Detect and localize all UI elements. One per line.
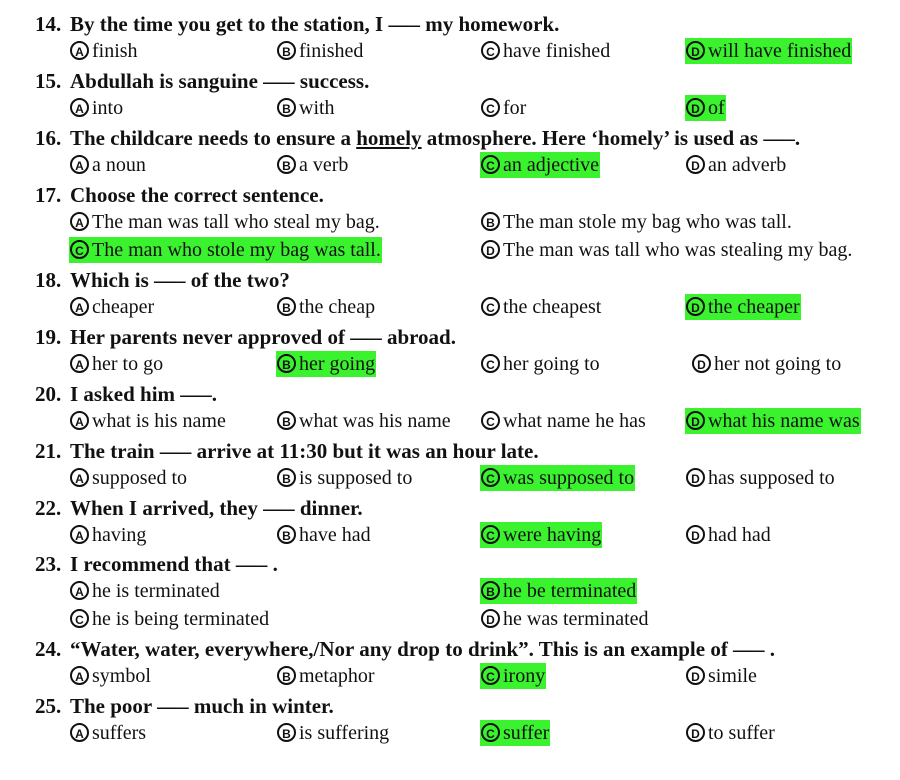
question-number: 22. bbox=[35, 496, 62, 520]
option-letter-circle-icon: A bbox=[70, 155, 89, 174]
option-letter-circle-icon: C bbox=[481, 155, 500, 174]
option-text: what is his name bbox=[92, 410, 226, 432]
option-a[interactable] bbox=[69, 465, 188, 491]
question-stem bbox=[35, 124, 800, 152]
question-stem bbox=[35, 323, 456, 351]
option-letter-circle-icon: D bbox=[686, 98, 705, 117]
option-a[interactable] bbox=[69, 663, 152, 689]
option-c[interactable] bbox=[480, 351, 601, 377]
option-text: her going bbox=[299, 353, 376, 375]
question-number: 14. bbox=[35, 12, 62, 36]
option-c[interactable] bbox=[480, 38, 611, 64]
option-text: has supposed to bbox=[708, 467, 835, 489]
option-b-correct-highlight[interactable] bbox=[480, 578, 637, 604]
option-letter-circle-icon: B bbox=[277, 98, 296, 117]
option-d[interactable] bbox=[480, 237, 853, 263]
question-text: By the time you get to the station, I —– my homework. bbox=[70, 12, 560, 36]
option-text: The man stole my bag who was tall. bbox=[503, 211, 792, 233]
option-c[interactable] bbox=[69, 606, 270, 632]
option-text: The man was tall who steal my bag. bbox=[92, 211, 380, 233]
option-text: an adverb bbox=[708, 154, 787, 176]
option-d-correct-highlight[interactable] bbox=[685, 294, 801, 320]
option-c-correct-highlight[interactable] bbox=[480, 465, 635, 491]
underlined-word: homely bbox=[356, 126, 422, 150]
question-stem bbox=[35, 494, 363, 522]
question-text: Abdullah is sanguine —– success. bbox=[70, 69, 370, 93]
question-text: Which is —– of the two? bbox=[70, 268, 290, 292]
option-a[interactable] bbox=[69, 578, 221, 604]
option-letter-circle-icon: C bbox=[481, 525, 500, 544]
option-text: what his name was bbox=[708, 410, 860, 432]
option-text: will have finished bbox=[708, 40, 852, 62]
option-text: into bbox=[92, 97, 124, 119]
question-number: 25. bbox=[35, 694, 62, 718]
option-d[interactable] bbox=[480, 606, 650, 632]
question-text: When I arrived, they —– dinner. bbox=[70, 496, 363, 520]
option-letter-circle-icon: B bbox=[277, 666, 296, 685]
option-letter-circle-icon: A bbox=[70, 354, 89, 373]
question-text: The poor —– much in winter. bbox=[70, 694, 334, 718]
option-letter-circle-icon: C bbox=[481, 723, 500, 742]
option-text: irony bbox=[503, 665, 546, 687]
option-letter-circle-icon: C bbox=[70, 609, 89, 628]
option-text: he was terminated bbox=[503, 608, 649, 630]
option-letter-circle-icon: A bbox=[70, 98, 89, 117]
option-text: suffer bbox=[503, 722, 550, 744]
option-letter-circle-icon: C bbox=[481, 98, 500, 117]
option-d-correct-highlight[interactable] bbox=[685, 38, 852, 64]
option-letter-circle-icon: C bbox=[481, 411, 500, 430]
option-a[interactable] bbox=[69, 351, 164, 377]
option-letter-circle-icon: A bbox=[70, 723, 89, 742]
question-number: 24. bbox=[35, 637, 62, 661]
option-a[interactable] bbox=[69, 294, 155, 320]
option-letter-circle-icon: D bbox=[692, 354, 711, 373]
option-letter-circle-icon: C bbox=[70, 240, 89, 259]
option-text: metaphor bbox=[299, 665, 375, 687]
option-d[interactable] bbox=[685, 152, 787, 178]
option-text: having bbox=[92, 524, 147, 546]
option-text: finished bbox=[299, 40, 364, 62]
option-d[interactable] bbox=[685, 663, 758, 689]
question-stem bbox=[35, 692, 334, 720]
option-c-correct-highlight[interactable] bbox=[480, 663, 546, 689]
question-text: “Water, water, everywhere,/Nor any drop to drink”. This is an example of —– . bbox=[70, 637, 776, 661]
option-a[interactable] bbox=[69, 209, 381, 235]
option-letter-circle-icon: A bbox=[70, 468, 89, 487]
question-stem bbox=[35, 10, 559, 38]
question-stem bbox=[35, 635, 775, 663]
option-letter-circle-icon: A bbox=[70, 581, 89, 600]
option-text: for bbox=[503, 97, 527, 119]
option-letter-circle-icon: C bbox=[481, 468, 500, 487]
option-d[interactable] bbox=[685, 720, 776, 746]
option-text: her not going to bbox=[714, 353, 842, 375]
option-text: cheaper bbox=[92, 296, 155, 318]
option-b[interactable] bbox=[276, 152, 349, 178]
option-letter-circle-icon: D bbox=[686, 723, 705, 742]
option-letter-circle-icon: B bbox=[277, 525, 296, 544]
option-b[interactable] bbox=[276, 663, 376, 689]
option-b[interactable] bbox=[276, 38, 364, 64]
option-a[interactable] bbox=[69, 95, 124, 121]
option-c[interactable] bbox=[480, 95, 527, 121]
question-number: 21. bbox=[35, 439, 62, 463]
option-text: to suffer bbox=[708, 722, 775, 744]
option-letter-circle-icon: D bbox=[481, 240, 500, 259]
question-stem bbox=[35, 437, 539, 465]
option-letter-circle-icon: B bbox=[481, 212, 500, 231]
option-text: was supposed to bbox=[503, 467, 635, 489]
option-text: is suffering bbox=[299, 722, 390, 744]
question-text: Choose the correct sentence. bbox=[70, 183, 324, 207]
option-a[interactable] bbox=[69, 408, 227, 434]
option-letter-circle-icon: C bbox=[481, 297, 500, 316]
option-b[interactable] bbox=[276, 408, 452, 434]
question-text: Her parents never approved of —– abroad. bbox=[70, 325, 456, 349]
option-c-correct-highlight[interactable] bbox=[480, 720, 550, 746]
option-text: the cheapest bbox=[503, 296, 602, 318]
option-letter-circle-icon: B bbox=[277, 411, 296, 430]
option-text: what name he has bbox=[503, 410, 646, 432]
question-number: 16. bbox=[35, 126, 62, 150]
question-stem bbox=[35, 266, 290, 294]
option-text: the cheaper bbox=[708, 296, 800, 318]
option-text: her to go bbox=[92, 353, 164, 375]
option-letter-circle-icon: A bbox=[70, 41, 89, 60]
option-text: the cheap bbox=[299, 296, 376, 318]
option-text: is supposed to bbox=[299, 467, 413, 489]
option-text: he is being terminated bbox=[92, 608, 270, 630]
option-letter-circle-icon: A bbox=[70, 525, 89, 544]
option-b[interactable] bbox=[276, 95, 336, 121]
question-text: I asked him —–. bbox=[70, 382, 218, 406]
option-b-correct-highlight[interactable] bbox=[276, 351, 376, 377]
option-letter-circle-icon: B bbox=[277, 297, 296, 316]
option-letter-circle-icon: D bbox=[481, 609, 500, 628]
option-letter-circle-icon: C bbox=[481, 354, 500, 373]
question-number: 20. bbox=[35, 382, 62, 406]
option-d[interactable] bbox=[691, 351, 842, 377]
option-letter-circle-icon: B bbox=[277, 723, 296, 742]
option-letter-circle-icon: D bbox=[686, 468, 705, 487]
option-text: what was his name bbox=[299, 410, 451, 432]
option-letter-circle-icon: D bbox=[686, 411, 705, 430]
option-text: an adjective bbox=[503, 154, 600, 176]
option-letter-circle-icon: D bbox=[686, 525, 705, 544]
question-number: 15. bbox=[35, 69, 62, 93]
option-letter-circle-icon: A bbox=[70, 666, 89, 685]
question-text: atmosphere. Here ‘homely’ is used as —–. bbox=[421, 126, 801, 150]
option-d-correct-highlight[interactable] bbox=[685, 408, 861, 434]
option-text: simile bbox=[708, 665, 757, 687]
option-letter-circle-icon: B bbox=[481, 581, 500, 600]
option-letter-circle-icon: D bbox=[686, 41, 705, 60]
option-text: The man was tall who was stealing my bag. bbox=[503, 239, 853, 261]
question-stem bbox=[35, 181, 324, 209]
option-letter-circle-icon: B bbox=[277, 41, 296, 60]
option-b[interactable] bbox=[276, 465, 413, 491]
option-d[interactable] bbox=[685, 522, 772, 548]
question-stem bbox=[35, 380, 217, 408]
option-a[interactable] bbox=[69, 522, 147, 548]
option-a[interactable] bbox=[69, 720, 147, 746]
question-number: 23. bbox=[35, 552, 62, 576]
option-letter-circle-icon: A bbox=[70, 297, 89, 316]
option-c-correct-highlight[interactable] bbox=[480, 522, 602, 548]
option-text: a noun bbox=[92, 154, 146, 176]
option-b[interactable] bbox=[276, 522, 372, 548]
option-text: her going to bbox=[503, 353, 600, 375]
option-letter-circle-icon: D bbox=[686, 155, 705, 174]
option-letter-circle-icon: B bbox=[277, 354, 296, 373]
option-text: finish bbox=[92, 40, 138, 62]
option-letter-circle-icon: C bbox=[481, 41, 500, 60]
option-text: were having bbox=[503, 524, 602, 546]
question-text: I recommend that —– . bbox=[70, 552, 278, 576]
option-letter-circle-icon: A bbox=[70, 212, 89, 231]
option-b[interactable] bbox=[276, 720, 390, 746]
option-letter-circle-icon: B bbox=[277, 155, 296, 174]
option-letter-circle-icon: C bbox=[481, 666, 500, 685]
question-text: The childcare needs to ensure a bbox=[70, 126, 357, 150]
option-letter-circle-icon: D bbox=[686, 666, 705, 685]
option-d[interactable] bbox=[685, 465, 836, 491]
option-c-correct-highlight[interactable] bbox=[69, 237, 382, 263]
option-c-correct-highlight[interactable] bbox=[480, 152, 600, 178]
option-text: with bbox=[299, 97, 335, 119]
option-letter-circle-icon: D bbox=[686, 297, 705, 316]
option-text: he is terminated bbox=[92, 580, 220, 602]
question-text: The train —– arrive at 11:30 but it was an hour late. bbox=[70, 439, 539, 463]
question-number: 17. bbox=[35, 183, 62, 207]
option-text: of bbox=[708, 97, 725, 119]
option-c[interactable] bbox=[480, 294, 602, 320]
option-text: The man who stole my bag was tall. bbox=[92, 239, 381, 261]
option-b[interactable] bbox=[480, 209, 793, 235]
option-text: a verb bbox=[299, 154, 349, 176]
question-number: 18. bbox=[35, 268, 62, 292]
option-a[interactable] bbox=[69, 152, 147, 178]
option-text: had had bbox=[708, 524, 771, 546]
option-text: suffers bbox=[92, 722, 147, 744]
option-letter-circle-icon: A bbox=[70, 411, 89, 430]
option-text: have had bbox=[299, 524, 371, 546]
option-text: have finished bbox=[503, 40, 611, 62]
option-a[interactable] bbox=[69, 38, 139, 64]
question-stem bbox=[35, 67, 369, 95]
question-stem bbox=[35, 550, 278, 578]
option-text: supposed to bbox=[92, 467, 187, 489]
option-b[interactable] bbox=[276, 294, 376, 320]
option-letter-circle-icon: B bbox=[277, 468, 296, 487]
option-c[interactable] bbox=[480, 408, 647, 434]
option-d-correct-highlight[interactable] bbox=[685, 95, 726, 121]
option-text: he be terminated bbox=[503, 580, 637, 602]
question-number: 19. bbox=[35, 325, 62, 349]
option-text: symbol bbox=[92, 665, 151, 687]
